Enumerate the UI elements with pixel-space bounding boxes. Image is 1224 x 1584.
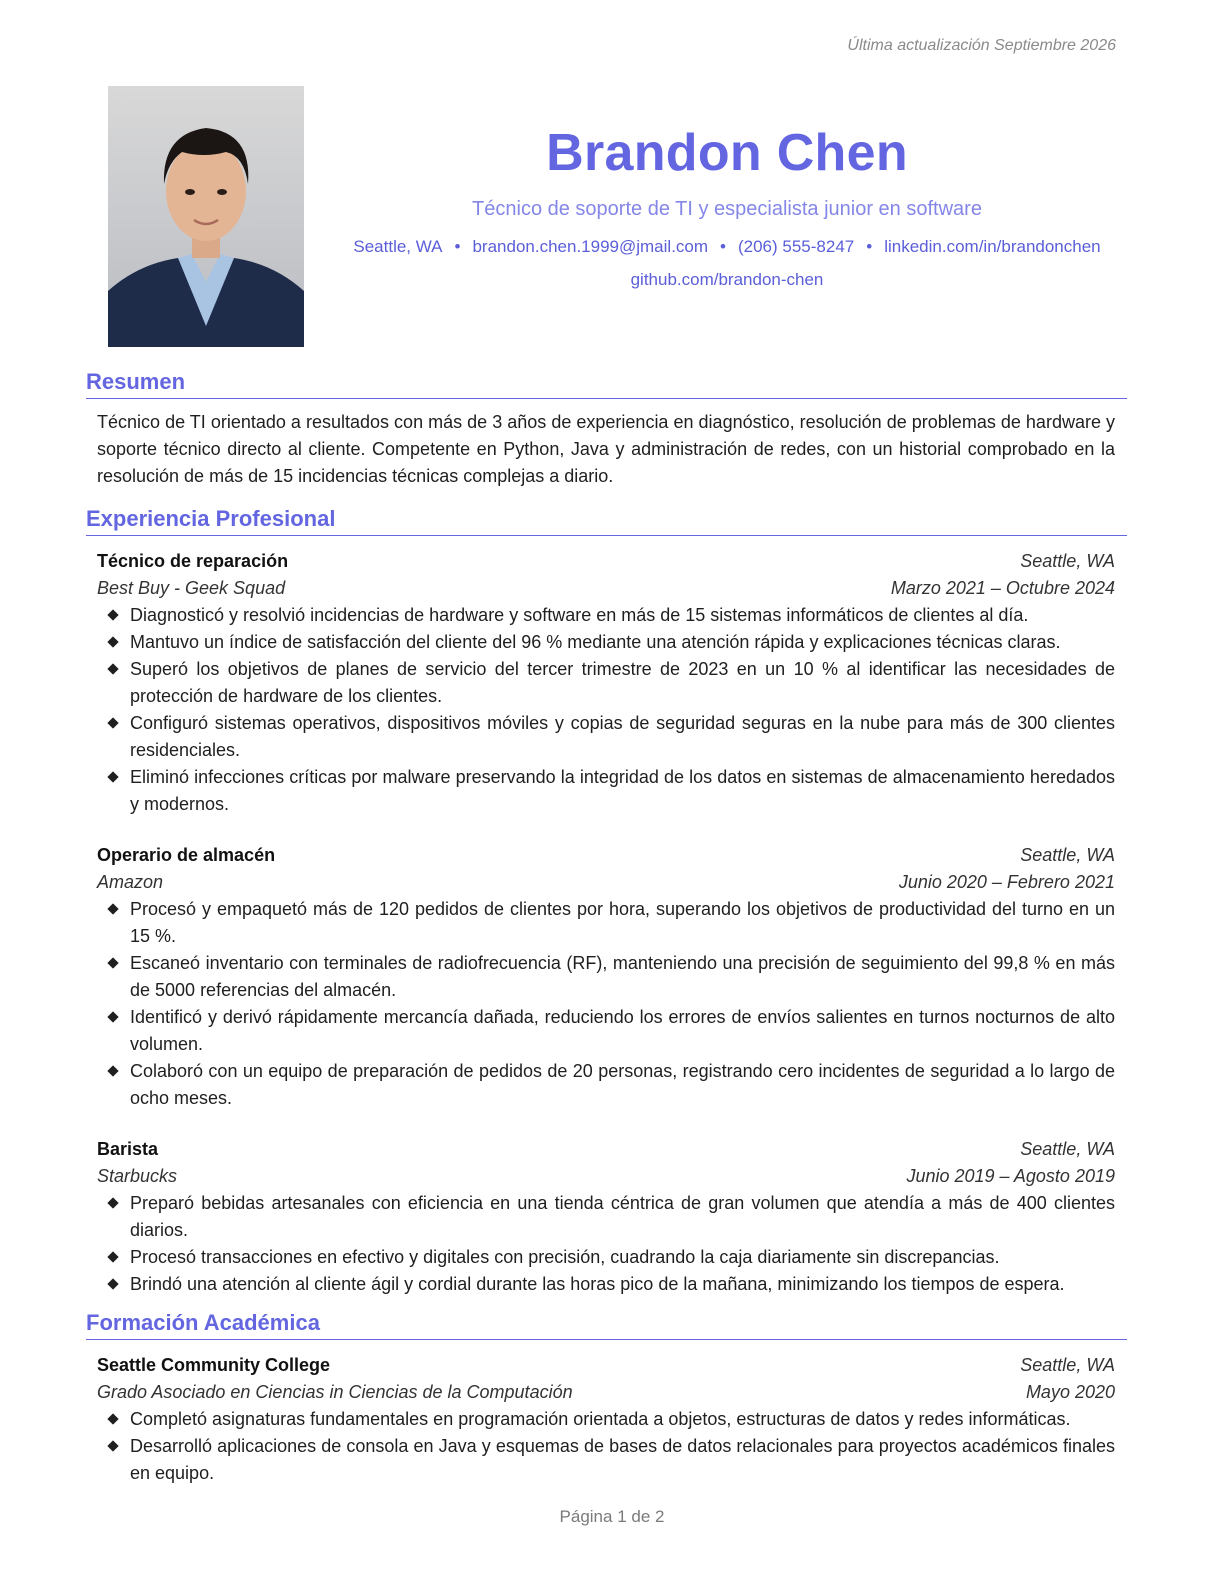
- bullet-icon: [107, 1440, 118, 1451]
- bullet-icon: [107, 1011, 118, 1022]
- list-item: Configuró sistemas operativos, dispositivos móviles y copias de seguridad seguras en la nube para más de 300 clientes residenciales.: [130, 710, 1115, 764]
- list-item: Procesó y empaquetó más de 120 pedidos de clientes por hora, superando los objetivos de productividad del turno en un 15 %.: [130, 896, 1115, 950]
- job-company: Amazon: [97, 872, 164, 892]
- degree: Grado Asociado en Ciencias in Ciencias de la Computación: [97, 1382, 573, 1402]
- job-company: Best Buy - Geek Squad: [97, 578, 286, 598]
- job-dates: Junio 2019 – Agosto 2019: [906, 1166, 1115, 1186]
- education-section: [86, 1309, 1127, 1487]
- section-heading-education: Formación Académica: [86, 1309, 1127, 1340]
- contact-github-row: [330, 269, 1124, 291]
- list-item: Preparó bebidas artesanales con eficiencia en una tienda céntrica de gran volumen que atendía a más de 400 clientes diarios.: [130, 1190, 1115, 1244]
- list-item: Completó asignaturas fundamentales en programación orientada a objetos, estructuras de datos y redes informáticas.: [130, 1406, 1115, 1433]
- bullet-icon: [107, 1278, 118, 1289]
- contact-info: [330, 236, 1124, 258]
- job-entry: [86, 818, 1127, 1112]
- list-item: Eliminó infecciones críticas por malware preservando la integridad de los datos en sistemas de almacenamiento heredados y modernos.: [130, 764, 1115, 818]
- job-location: Seattle, WA: [1020, 1139, 1115, 1159]
- school-name: Seattle Community College: [97, 1355, 331, 1375]
- candidate-name: Brandon Chen: [546, 124, 908, 182]
- job-dates: Marzo 2021 – Octubre 2024: [890, 578, 1115, 598]
- bullet-icon: [107, 636, 118, 647]
- bullet-icon: [107, 1065, 118, 1076]
- profile-photo: [108, 86, 304, 347]
- job-entry: [86, 1112, 1127, 1298]
- job-role: Técnico de reparación: [97, 551, 289, 571]
- separator: •: [720, 237, 726, 256]
- job-location: Seattle, WA: [1020, 845, 1115, 865]
- list-item: Brindó una atención al cliente ágil y cordial durante las horas pico de la mañana, minimizando los tiempos de espera.: [130, 1271, 1115, 1298]
- job-title: Técnico de soporte de TI y especialista junior en software: [472, 198, 982, 220]
- list-item: Procesó transacciones en efectivo y digitales con precisión, cuadrando la caja diariamente sin discrepancias.: [130, 1244, 1115, 1271]
- contact-email[interactable]: brandon.chen.1999@jmail.com: [472, 237, 709, 256]
- list-item: Desarrolló aplicaciones de consola en Java y esquemas de bases de datos relacionales para proyectos académicos finales en equipo.: [130, 1433, 1115, 1487]
- list-item: Diagnosticó y resolvió incidencias de hardware y software en más de 15 sistemas informáticos de clientes al día.: [130, 602, 1115, 629]
- page-number: Página 1 de 2: [559, 1507, 665, 1526]
- graduation-date: Mayo 2020: [1025, 1382, 1115, 1402]
- list-item: Colaboró con un equipo de preparación de pedidos de 20 personas, registrando cero incidentes de seguridad a lo largo de ocho meses.: [130, 1058, 1115, 1112]
- job-role: Operario de almacén: [97, 845, 276, 865]
- job-company: Starbucks: [97, 1166, 178, 1186]
- job-location: Seattle, WA: [1020, 551, 1115, 571]
- summary-text: Técnico de TI orientado a resultados con más de 3 años de experiencia en diagnóstico, resolución de problemas de hardware y soporte técnico directo al cliente. Competente en Python, Java y administración de redes, con un historial comprobado en la resolución de más de 15 incidencias técnicas complejas a diario.: [97, 412, 1115, 486]
- bullet-icon: [107, 957, 118, 968]
- list-item: Superó los objetivos de planes de servicio del tercer trimestre de 2023 en un 10 % al identificar las necesidades de protección de hardware de los clientes.: [130, 656, 1115, 710]
- contact-phone[interactable]: (206) 555-8247: [737, 237, 855, 256]
- bullet-icon: [107, 1251, 118, 1262]
- bullet-icon: [107, 771, 118, 782]
- job-entry: [86, 536, 1127, 818]
- summary-section: [86, 368, 1127, 490]
- header: [330, 120, 1124, 291]
- contact-github[interactable]: github.com/brandon-chen: [630, 270, 824, 289]
- bullet-icon: [107, 1197, 118, 1208]
- separator: •: [866, 237, 873, 256]
- school-location: Seattle, WA: [1020, 1355, 1115, 1375]
- bullet-icon: [107, 903, 118, 914]
- bullet-icon: [107, 609, 118, 620]
- contact-linkedin[interactable]: linkedin.com/in/brandonchen: [884, 237, 1101, 256]
- education-entry: [86, 1340, 1127, 1487]
- bullet-icon: [107, 717, 118, 728]
- contact-location: Seattle, WA: [353, 237, 443, 256]
- list-item: Escaneó inventario con terminales de radiofrecuencia (RF), manteniendo una precisión de seguimiento del 99,8 % en más de 5000 referencias del almacén.: [130, 950, 1115, 1004]
- section-heading-experience: Experiencia Profesional: [86, 505, 1127, 536]
- job-role: Barista: [97, 1139, 159, 1159]
- separator: •: [454, 237, 461, 256]
- list-item: Identificó y derivó rápidamente mercancía dañada, reduciendo los errores de envíos salientes en turnos nocturnos de alto volumen.: [130, 1004, 1115, 1058]
- section-heading-summary: Resumen: [86, 368, 1127, 399]
- experience-section: [86, 505, 1127, 1298]
- last-updated: Última actualización Septiembre 2026: [847, 37, 1116, 54]
- job-dates: Junio 2020 – Febrero 2021: [898, 872, 1115, 892]
- list-item: Mantuvo un índice de satisfacción del cliente del 96 % mediante una atención rápida y explicaciones técnicas claras.: [130, 629, 1115, 656]
- bullet-icon: [107, 1413, 118, 1424]
- bullet-icon: [107, 663, 118, 674]
